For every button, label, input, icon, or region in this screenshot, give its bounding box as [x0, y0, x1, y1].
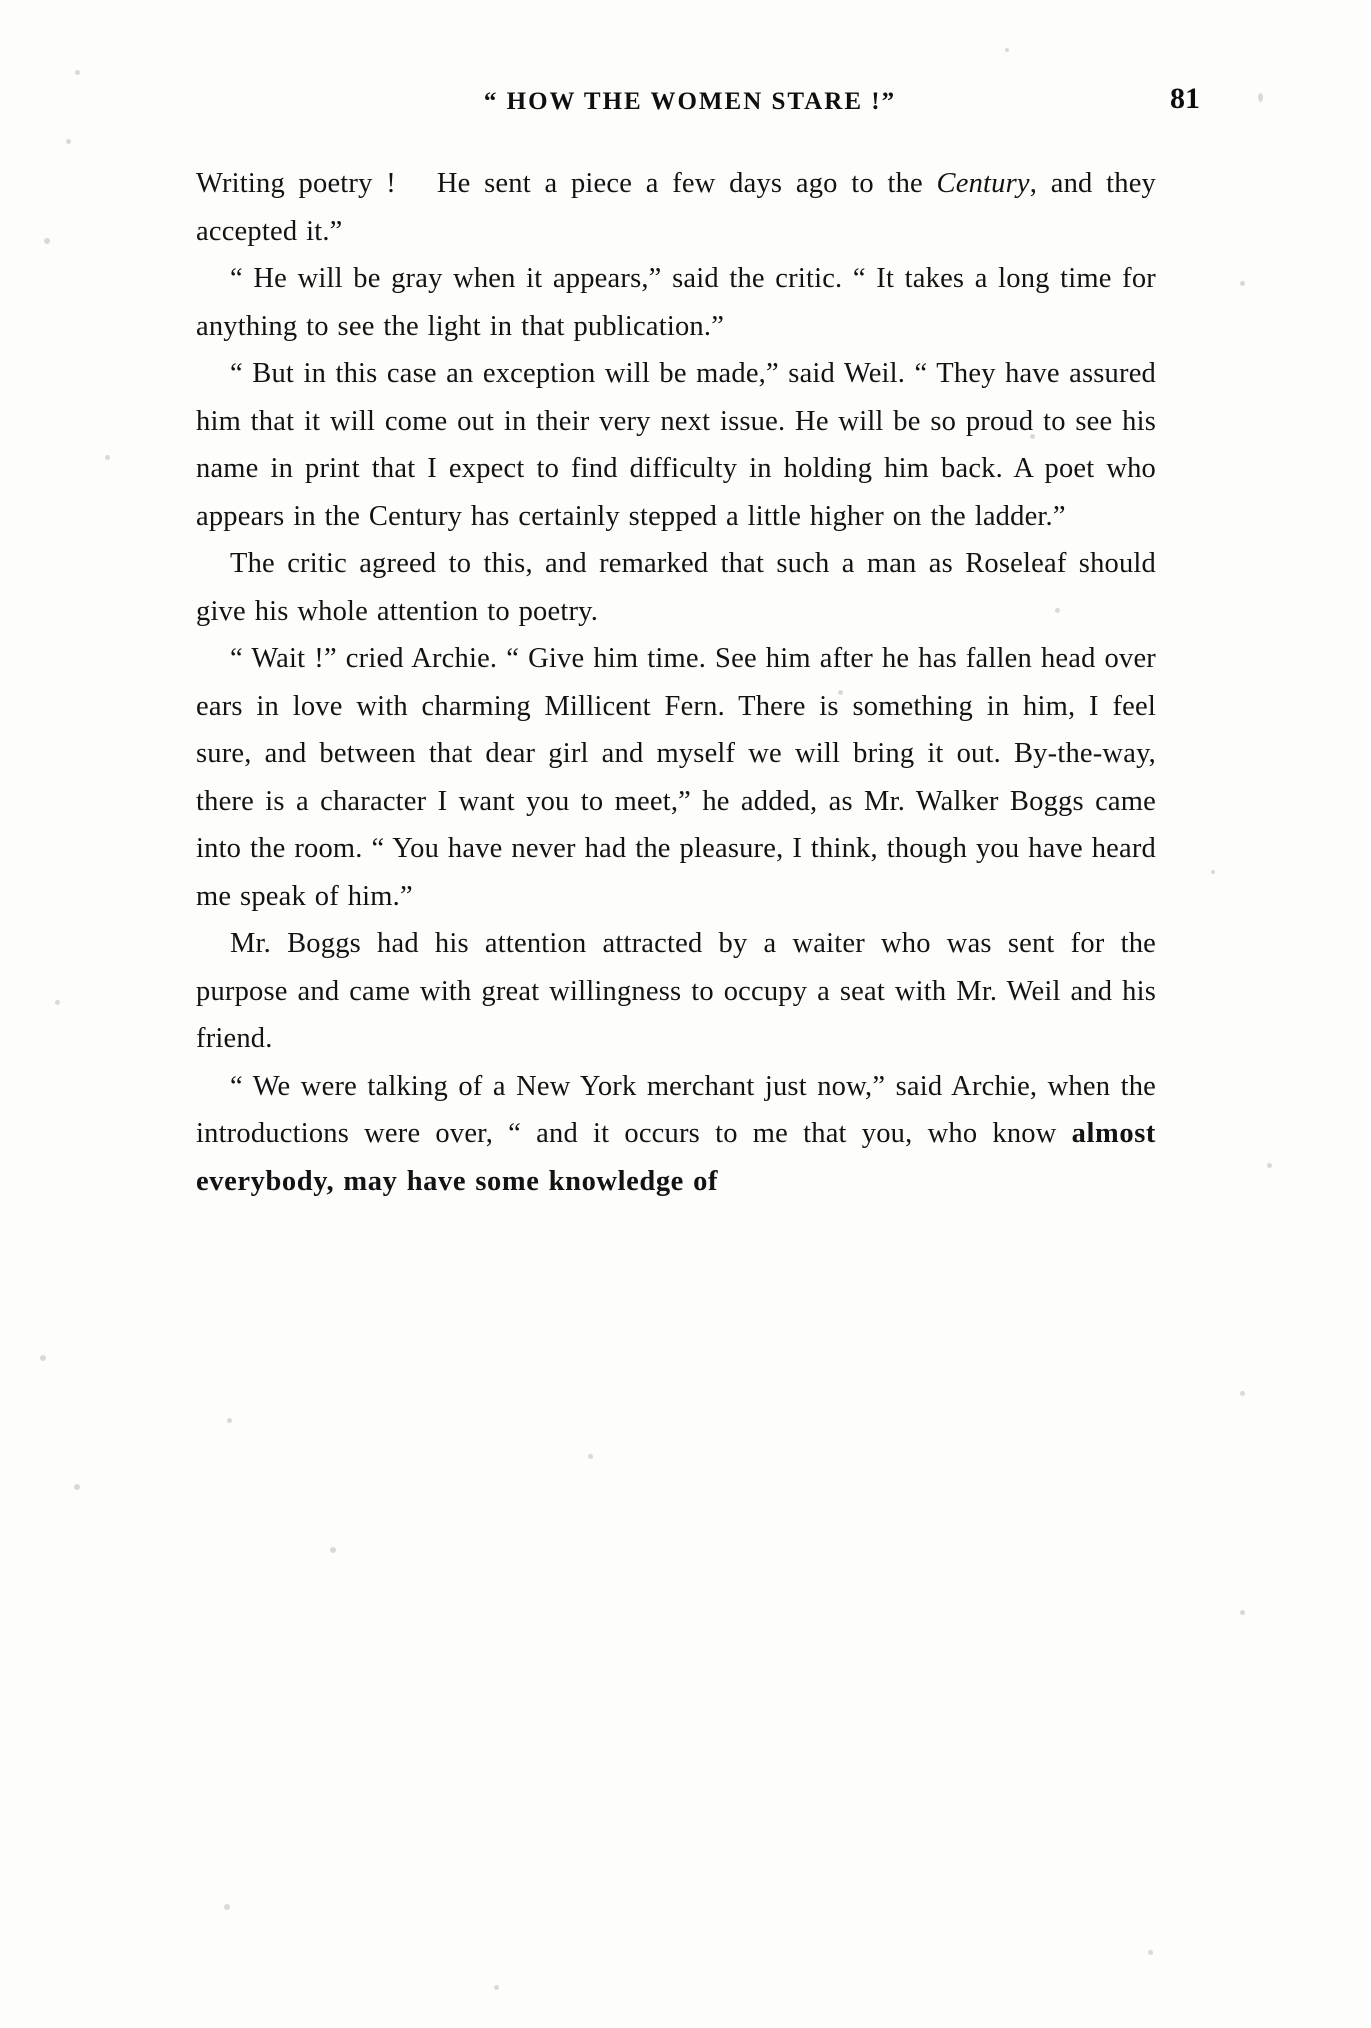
paper-speck	[1240, 1610, 1245, 1615]
paper-speck	[1211, 870, 1215, 874]
paper-speck	[227, 1418, 232, 1423]
paragraph	[196, 160, 1156, 255]
paper-speck	[588, 1454, 593, 1459]
paragraph-bold-tail: almost everybody, may have some knowledge of	[196, 1118, 1156, 1197]
paragraph: Mr. Boggs had his attention attracted by a waiter who was sent for the purpose and came with great willingness to occupy a seat with Mr. Weil and his friend.	[196, 928, 1156, 1054]
paper-speck	[40, 1355, 46, 1361]
paper-speck	[105, 455, 110, 460]
paper-speck	[1240, 1391, 1245, 1396]
paragraph: “ He will be gray when it appears,” said the critic. “ It takes a long time for anything to see the light in that publication.”	[196, 263, 1156, 342]
paper-speck	[494, 1985, 499, 1990]
paper-speck	[1005, 48, 1009, 52]
paragraph: The critic agreed to this, and remarked that such a man as Roseleaf should give his whole attention to poetry.	[196, 548, 1156, 627]
paper-speck	[75, 70, 80, 75]
page-number: 81	[1170, 82, 1200, 115]
running-title: “ HOW THE WOMEN STARE !”	[483, 88, 897, 115]
paper-speck	[44, 238, 50, 244]
paper-speck	[224, 1904, 230, 1910]
paper-speck	[1240, 281, 1245, 286]
paper-speck	[330, 1547, 336, 1553]
body-text	[196, 160, 1156, 1205]
paper-speck	[55, 1000, 60, 1005]
italic-title: Century	[936, 168, 1030, 199]
paper-speck	[1258, 93, 1263, 102]
paragraph-text-part: “ We were talking of a New York merchant just now,” said Archie, when the introductions were over, “ and it occurs to me that you, who know	[196, 1070, 1156, 1149]
paragraph-text-part: Writing poetry ! He sent a piece a few days ago to the	[196, 168, 937, 199]
paper-speck	[1148, 1950, 1153, 1955]
paragraph: “ Wait !” cried Archie. “ Give him time. See him after he has fallen head over ears in love with charming Millicent Fern. There is something in him, I feel sure, and between that dear girl and myself we will bring it out. By-the-way, there is a character I want you to meet,” he added, as Mr. Walker Boggs came into the room. “ You have never had the pleasure, I think, though you have heard me speak of him.”	[196, 643, 1156, 912]
paper-speck	[1267, 1163, 1272, 1168]
page-header	[200, 82, 1200, 116]
paragraph	[196, 1063, 1156, 1206]
paper-speck	[66, 139, 71, 144]
paragraph: “ But in this case an exception will be made,” said Weil. “ They have assured him that it will come out in their very next issue. He will be so proud to see his name in print that I expect to find difficulty in holding him back. A poet who appears in the Century has certainly stepped a little higher on the ladder.”	[196, 358, 1156, 532]
paper-speck	[74, 1484, 80, 1490]
paragraph-text-part: , and they accepted it.”	[196, 168, 1156, 247]
